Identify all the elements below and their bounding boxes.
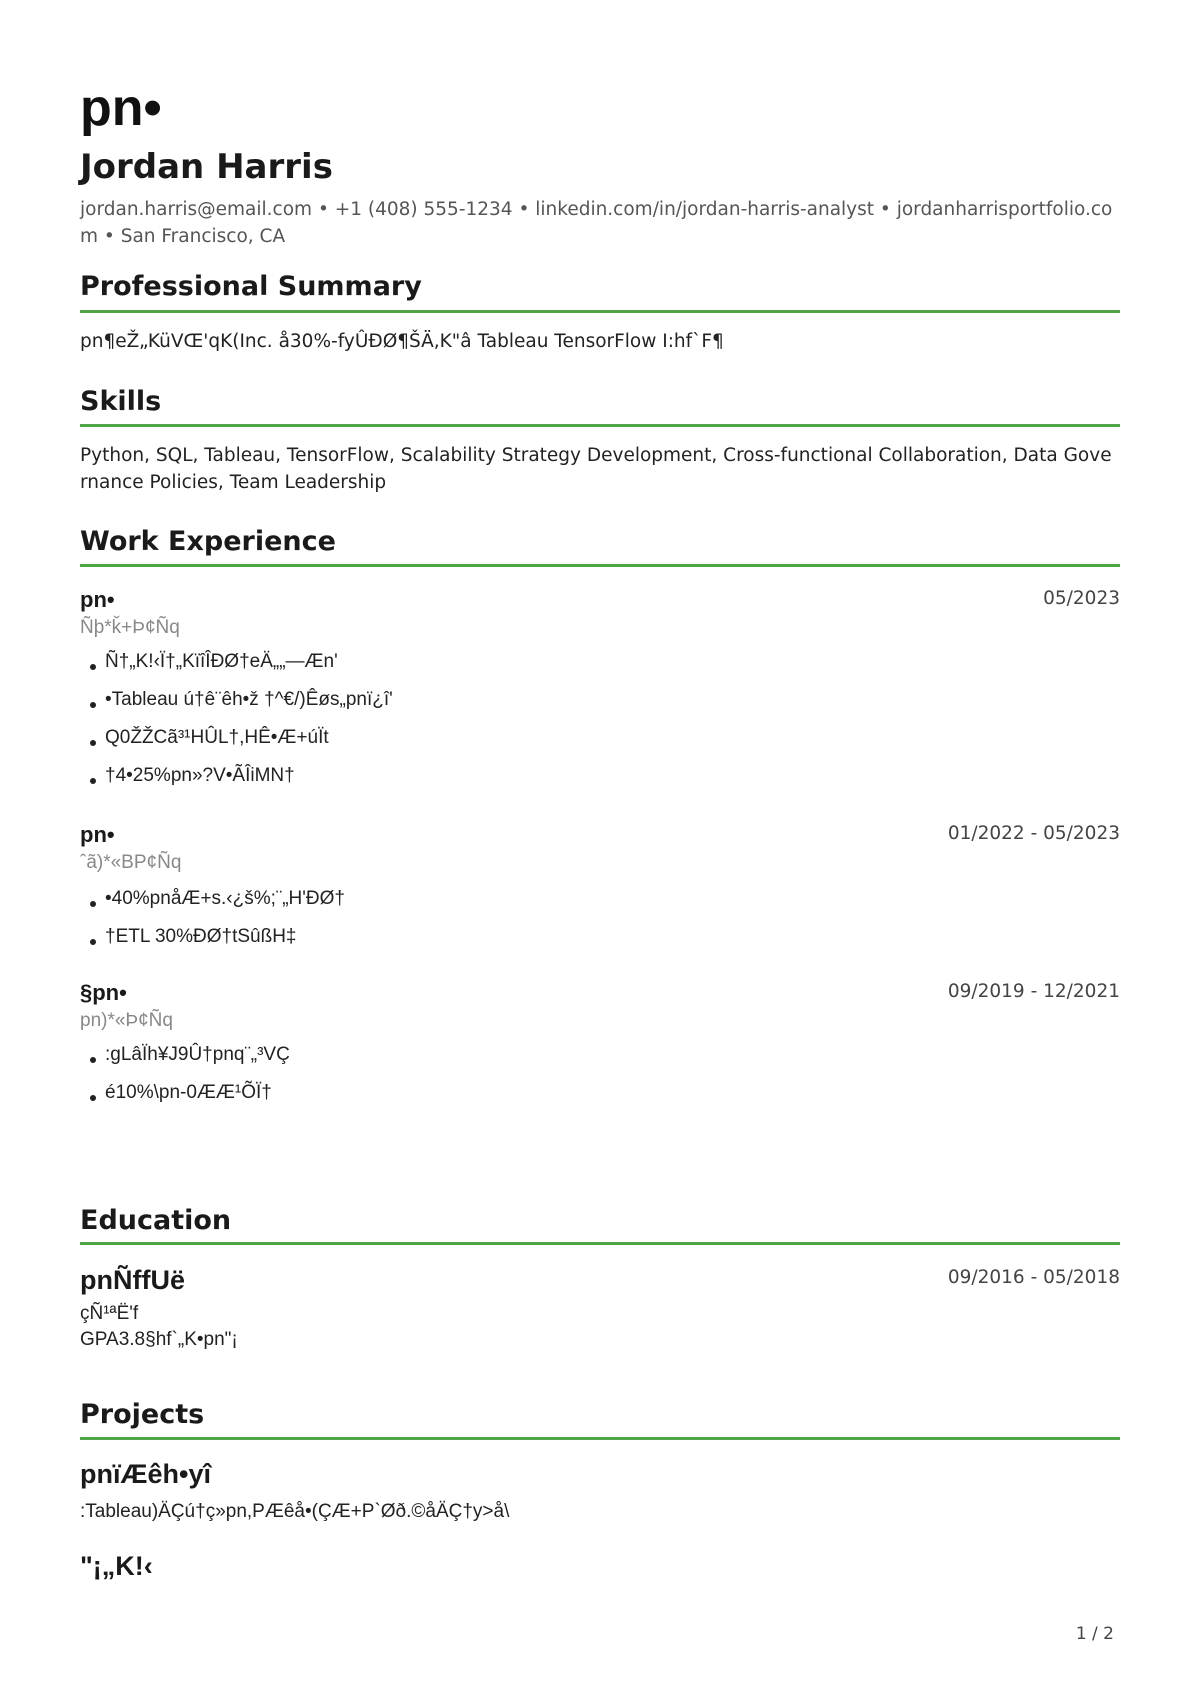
list-item: †ETL 30%ÐØ†tSûßH‡ bbox=[80, 925, 1100, 963]
page-number: 1 / 2 bbox=[1075, 1624, 1114, 1644]
section-divider bbox=[80, 1242, 1120, 1245]
section-divider bbox=[80, 1437, 1120, 1440]
education-school: çÑ¹ªË'f bbox=[80, 1303, 139, 1324]
section-title-education: Education bbox=[80, 1205, 232, 1236]
section-title-summary: Professional Summary bbox=[80, 271, 422, 302]
job-bullets bbox=[80, 650, 1100, 802]
list-item: Ñ†„K!‹Ï†„KïîÎÐØ†eÄ„„—Æn' bbox=[80, 650, 1100, 688]
skills-text: Python, SQL, Tableau, TensorFlow, Scalability Strategy Development, Cross-functional Collaboration, Data Gove rnance Policies, Team Leadership bbox=[80, 445, 1112, 493]
list-item: Q0ŽŽCã³¹HÛL†,HÊ•Æ+úÏt bbox=[80, 726, 1100, 764]
project-title: "¡„K!‹ bbox=[80, 1551, 153, 1581]
project-title: pnïÆêh•yî bbox=[80, 1459, 211, 1489]
list-item: •40%pnåÆ+s.‹¿š%;¨„H'ÐØ† bbox=[80, 887, 1100, 925]
header-glyph-title: pn• bbox=[80, 79, 162, 137]
list-item: :gLâÏh¥J9Û†pnq¨„³VÇ bbox=[80, 1043, 1100, 1081]
job-date: 09/2019 - 12/2021 bbox=[947, 981, 1120, 1002]
list-item: †4•25%pn»?V•ÃÎiMN† bbox=[80, 764, 1100, 802]
job-date: 05/2023 bbox=[1043, 588, 1120, 609]
education-date: 09/2016 - 05/2018 bbox=[947, 1267, 1120, 1288]
job-company: Ñþ*ǩ+Þ¢Ñq bbox=[80, 617, 180, 638]
section-divider bbox=[80, 564, 1120, 567]
contact-line: jordan.harris@email.com • +1 (408) 555-1234 • linkedin.com/in/jordan-harris-analyst • jordanharrisportfolio.co m • San Francisco, CA bbox=[80, 199, 1113, 247]
degree-title: pnÑffUë bbox=[80, 1265, 185, 1295]
job-title: §pn• bbox=[80, 980, 127, 1005]
list-item: é10%\pn-0ÆÆ¹ÕÏ† bbox=[80, 1081, 1100, 1119]
job-bullets bbox=[80, 1043, 1100, 1119]
section-title-skills: Skills bbox=[80, 386, 162, 417]
job-title: pn• bbox=[80, 587, 115, 612]
candidate-name: Jordan Harris bbox=[80, 147, 333, 187]
section-divider bbox=[80, 424, 1120, 427]
job-bullets bbox=[80, 887, 1100, 963]
project-description: :Tableau)ÄÇú†ç»pn,PÆêå•(ÇÆ+P`Øð.©åÄÇ†y>å\ bbox=[80, 1501, 510, 1522]
job-date: 01/2022 - 05/2023 bbox=[947, 823, 1120, 844]
job-company: ˆã)*«BP¢Ñq bbox=[80, 852, 182, 873]
job-company: pn)*«Þ¢Ñq bbox=[80, 1010, 173, 1031]
section-title-projects: Projects bbox=[80, 1399, 205, 1430]
list-item: •Tableau ú†ê¨êh•ž †^€/)Êøs„pnï¿î' bbox=[80, 688, 1100, 726]
summary-text: pn¶eŽ„KüVŒ'qK(Inc. å30%-fyÛÐØ¶ŠÄ,K"â Tableau TensorFlow I:hf`F¶ bbox=[80, 331, 724, 352]
education-gpa: GPA3.8§hf`„K•pn"¡ bbox=[80, 1329, 238, 1350]
section-title-experience: Work Experience bbox=[80, 526, 336, 557]
section-divider bbox=[80, 310, 1120, 313]
job-title: pn• bbox=[80, 822, 115, 847]
